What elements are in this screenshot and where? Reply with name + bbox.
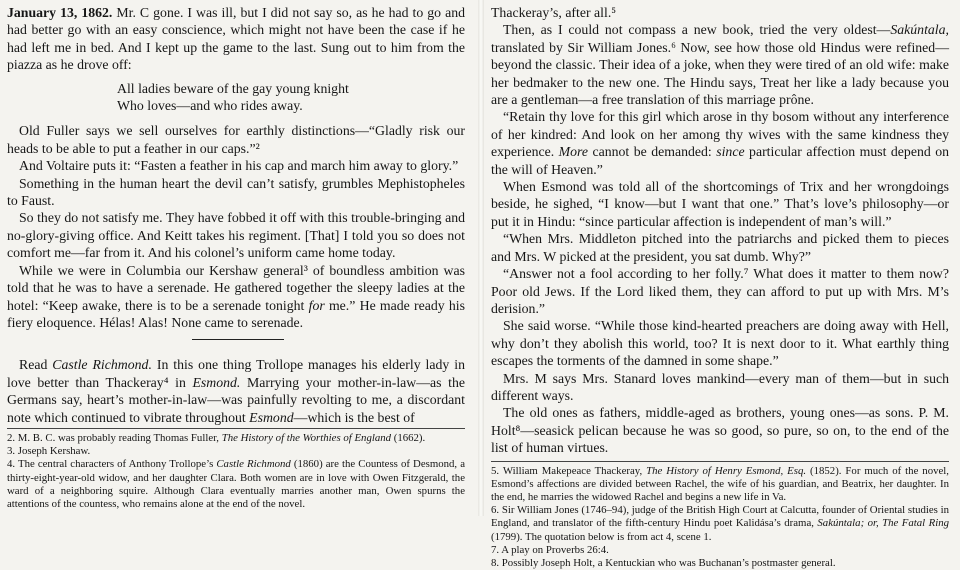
footnote-3: 3. Joseph Kershaw.: [7, 445, 91, 458]
paragraph-fuller: Old Fuller says we sell ourselves for earthly distinctions—“Gladly risk our heads to be able to put a feather in our caps.”²: [7, 123, 465, 156]
paragraph-trollope: Read Castle Richmond. In this one thing Trollope manages his elderly lady in love better than Thackeray⁴ in Esmond. Marrying your mother-in-law—as the Germans say, heart’s mother-in-law—was painfully revolting to me, a discordant note which continued to vibrate throughout Esmond—which is the best of: [7, 357, 465, 425]
paragraph-stanard: Mrs. M says Mrs. Stanard loves mankind—every man of them—but in such different ways.: [491, 370, 949, 403]
footnote-5: 5. William Makepeace Thackeray, The History of Henry Esmond, Esq. (1852). For much of the novel, Esmond’s affections are divided between Rachel, the wife of his guardian, and Beatrix, her daughter. In the end, he marries the widowed Rachel and begins a new life in Va.: [491, 464, 949, 503]
entry-paragraph: January 13, 1862. Mr. C gone. I was ill, but I did not say so, as he had to go and had better go with an easy conscience, which might not have been the case if he had left me in bed. And I kept up the game to the last. Sung out to him from the piazza as he drove off:: [7, 5, 465, 73]
footnote-4: 4. The central characters of Anthony Trollope’s Castle Richmond (1860) are the Countess of Desmond, a thirty-eight-year-old widow, and her daughter Clara. Both women are in love with Owen Fitzgerald, the ward of a neighboring squire. Although Clara eventually marries another man, Owen spurns the attentions of the countess, who remains alone at the end of the novel.: [7, 458, 465, 510]
paragraph-esmond: When Esmond was told all of the shortcomings of Trix and her wrongdoings beside, he sighed, “I know—but I want that one.” That’s love’s philosophy—or put it in Hindu: “since particular affection is independent of man’s will.”: [491, 179, 949, 229]
footnote-2: 2. M. B. C. was probably reading Thomas Fuller, The History of the Worthies of England (1662).: [7, 431, 426, 444]
footnote-8: 8. Possibly Joseph Holt, a Kentuckian who was Buchanan’s postmaster general.: [491, 556, 836, 569]
paragraph-voltaire: And Voltaire puts it: “Fasten a feather in his cap and march him away to glory.”: [19, 158, 459, 174]
left-page: [7, 4, 465, 511]
poem-line: Who loves—and who rides away.: [117, 98, 303, 114]
paragraph-holt: The old ones as fathers, middle-aged as brothers, young ones—as sons. P. M. Holt⁸—seasick pelican because he was so good, so pure, so on, to the end of the list of human virtues.: [491, 405, 949, 456]
paragraph-serenade: While we were in Columbia our Kershaw general³ of boundless ambition was told that he was to have a serenade. He gathered together the sleepy ladies at the hotel: “Keep awake, there is to be a serenade tonight for me.” He made ready his fiery eloquence. Hélas! Alas! None came to serenade.: [7, 262, 465, 330]
entry-date: January 13, 1862.: [7, 5, 113, 20]
right-page: [491, 4, 949, 570]
right-footnotes: [491, 461, 949, 570]
poem-line: All ladies beware of the gay young knight: [117, 80, 349, 96]
paragraph-hell: She said worse. “While those kind-hearted preachers are doing away with Hell, why don’t they abolish this world, too? It is next door to it. What earthly thing escapes the torments of the damned in some shape.”: [491, 318, 949, 369]
footnote-rule: [491, 461, 949, 462]
footnote-6: 6. Sir William Jones (1746–94), judge of the British High Court at Calcutta, founder of Oriental studies in England, and translator of the fifth-century Hindu poet Kalidása’s drama, Sakúntala; or, The Fatal Ring (1799). The quotation below is from act 4, scene 1.: [491, 504, 949, 543]
left-footnotes: [7, 428, 465, 511]
paragraph-sakuntala: Then, as I could not compass a new book, tried the very oldest—Sakúntala, translated by Sir William Jones.⁶ Now, see how those old Hindus were refined—beyond the classic. Their idea of a joke, when they were tired of an old wife: make her bedmaker to the new one. The Hindu says, Treat her like a lady because you are a gentleman—a free translation of this marriage prône.: [491, 22, 949, 108]
paragraph-middleton: “When Mrs. Middleton pitched into the patriarchs and picked them to pieces and Mrs. W picked at the president, you sat dumb. Why?”: [491, 231, 949, 264]
paragraph-quotation: “Retain thy love for this girl which arose in thy bosom without any interference of her kindred: And look on her among thy wives with the same kindness they experience. More cannot be demanded: since particular affection must depend on the will of Heaven.”: [491, 109, 949, 177]
footnote-rule: [7, 428, 465, 429]
page-gutter: [478, 0, 484, 516]
paragraph-mephistopheles: Something in the human heart the devil can’t satisfy, grumbles Mephistopheles to Faust.: [7, 175, 465, 209]
paragraph-office: So they do not satisfy me. They have fobbed it off with this trouble-bringing and no-glory-giving office. And Keitt takes his regiment. [That] I told you so does not comfort me—far from it. And his colonel’s uniform came home today.: [7, 210, 465, 261]
paragraph-answer: “Answer not a fool according to her folly.⁷ What does it matter to them now? Poor old Jews. If the Lord liked them, they can afford to put up with Mrs. M’s derision.”: [491, 266, 949, 316]
poem-verse: [117, 80, 465, 115]
paragraph-thackeray: Thackeray’s, after all.⁵: [491, 5, 617, 20]
footnote-7: 7. A play on Proverbs 26:4.: [491, 543, 609, 556]
section-divider: [192, 339, 284, 340]
